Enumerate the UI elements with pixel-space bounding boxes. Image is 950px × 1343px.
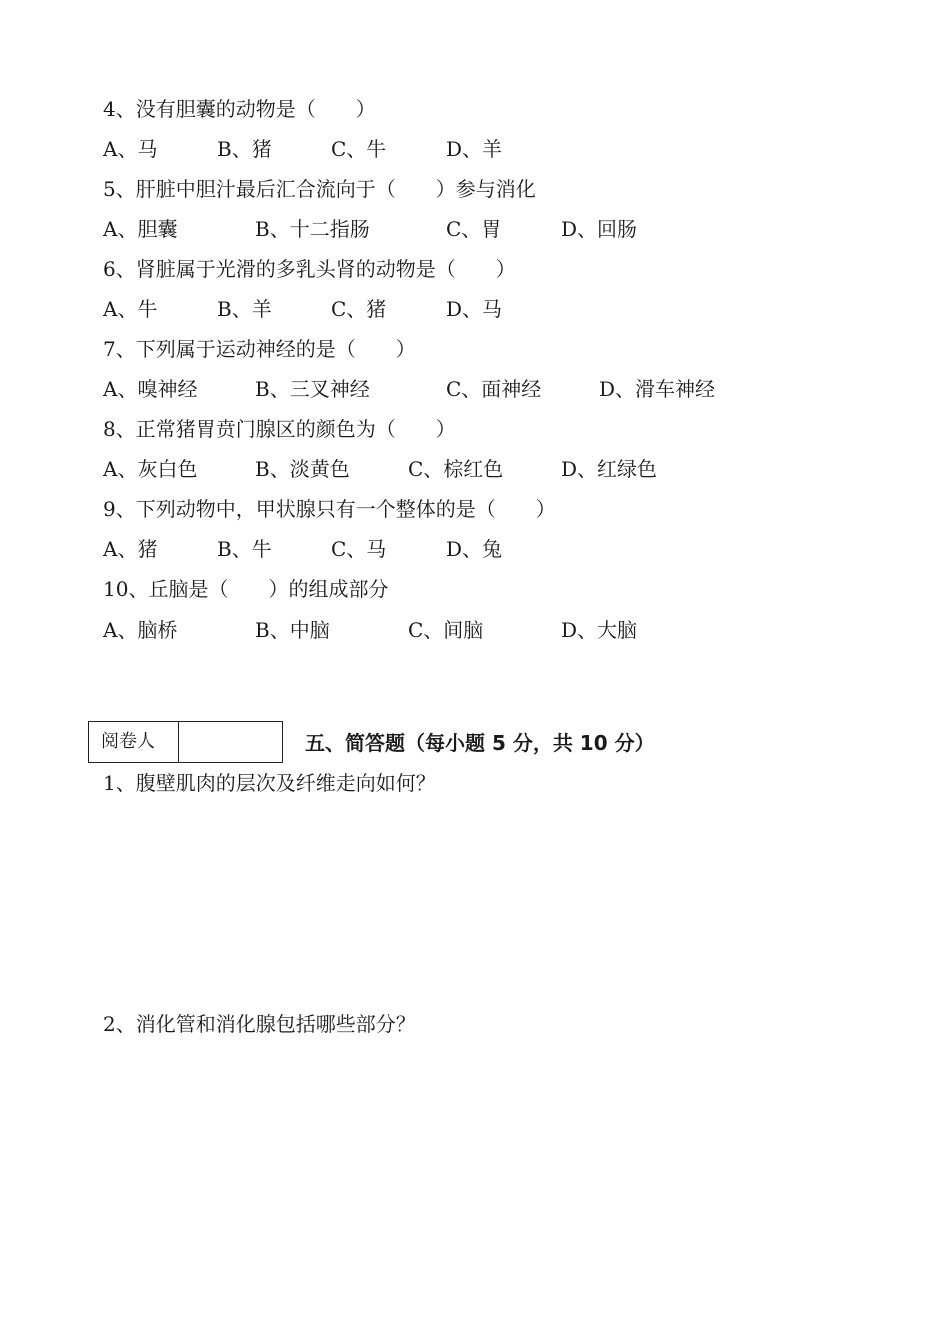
question-6-option-b: B、羊 <box>217 297 272 321</box>
question-7-stem: 7、下列属于运动神经的是（ ） <box>103 337 416 361</box>
question-10-option-c: C、间脑 <box>408 618 484 642</box>
question-9-option-d: D、兔 <box>446 537 503 561</box>
question-10-stem: 10、丘脑是（ ）的组成部分 <box>103 577 389 601</box>
grader-signature-cell[interactable] <box>179 722 282 762</box>
question-8-option-b: B、淡黄色 <box>255 457 350 481</box>
question-8-option-a: A、灰白色 <box>103 457 198 481</box>
question-9-option-c: C、马 <box>331 537 387 561</box>
question-5-option-a: A、胆囊 <box>103 217 178 241</box>
question-8-option-d: D、红绿色 <box>561 457 658 481</box>
question-4-option-d: D、羊 <box>446 137 503 161</box>
question-6-option-d: D、马 <box>446 297 503 321</box>
question-8-stem: 8、正常猪胃贲门腺区的颜色为（ ） <box>103 417 456 441</box>
question-7-option-c: C、面神经 <box>446 377 542 401</box>
question-5-option-d: D、回肠 <box>561 217 638 241</box>
question-9-stem: 9、下列动物中，甲状腺只有一个整体的是（ ） <box>103 497 556 521</box>
question-5-option-c: C、胃 <box>446 217 502 241</box>
question-8-option-c: C、棕红色 <box>408 457 504 481</box>
question-10-option-d: D、大脑 <box>561 618 638 642</box>
question-7-option-b: B、三叉神经 <box>255 377 370 401</box>
question-10-option-a: A、脑桥 <box>103 618 178 642</box>
question-6-option-a: A、牛 <box>103 297 158 321</box>
section-title: 五、简答题（每小题 5 分，共 10 分） <box>305 731 655 755</box>
question-7-option-a: A、嗅神经 <box>103 377 198 401</box>
question-9-option-b: B、牛 <box>217 537 272 561</box>
question-7-option-d: D、滑车神经 <box>599 377 716 401</box>
question-4-option-b: B、猪 <box>217 137 272 161</box>
grader-label: 阅卷人 <box>89 722 179 762</box>
question-4-stem: 4、没有胆囊的动物是（ ） <box>103 97 376 121</box>
short-answer-question-1: 1、腹壁肌肉的层次及纤维走向如何？ <box>103 771 436 795</box>
question-5-option-b: B、十二指肠 <box>255 217 370 241</box>
question-9-option-a: A、猪 <box>103 537 158 561</box>
question-6-option-c: C、猪 <box>331 297 387 321</box>
question-4-option-a: A、马 <box>103 137 158 161</box>
grader-box <box>88 721 283 763</box>
short-answer-question-2: 2、消化管和消化腺包括哪些部分？ <box>103 1012 416 1036</box>
question-5-stem: 5、肝脏中胆汁最后汇合流向于（ ）参与消化 <box>103 177 536 201</box>
question-10-option-b: B、中脑 <box>255 618 330 642</box>
question-6-stem: 6、肾脏属于光滑的多乳头肾的动物是（ ） <box>103 257 516 281</box>
question-4-option-c: C、牛 <box>331 137 387 161</box>
